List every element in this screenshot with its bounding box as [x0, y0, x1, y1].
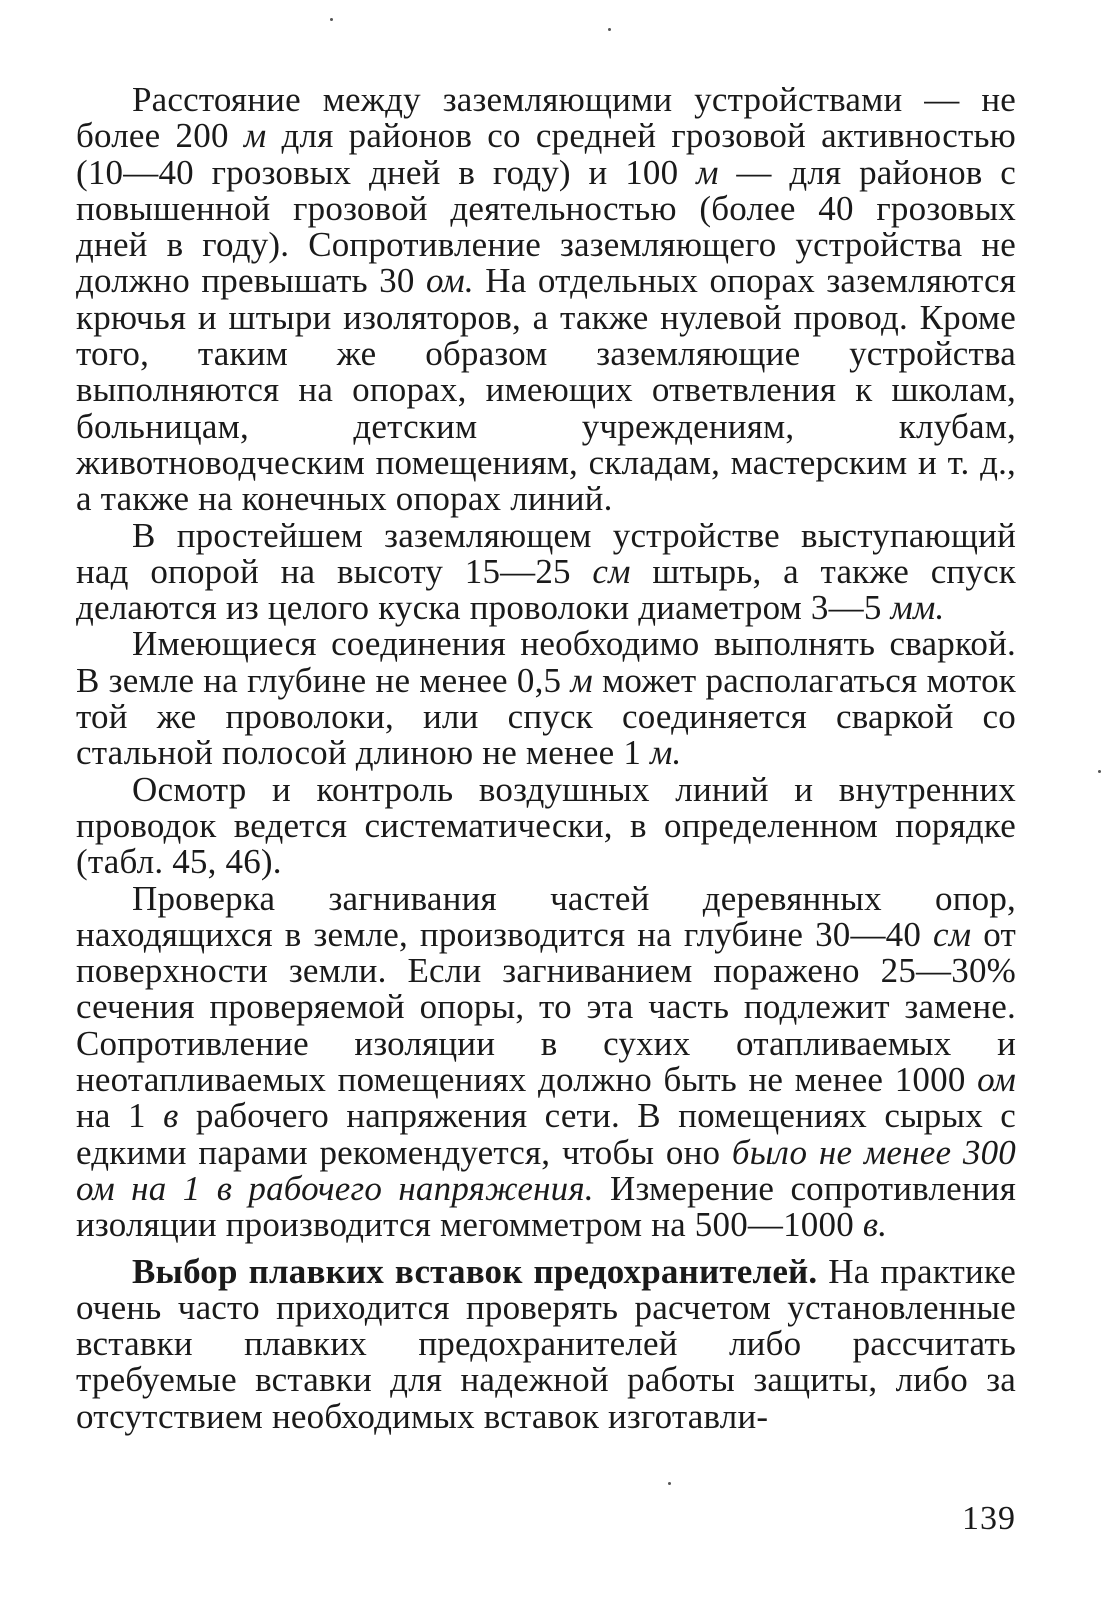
- italic-unit-run: в: [163, 1096, 179, 1136]
- italic-unit-run: было не менее 300 ом на 1 в рабочего напряжения.: [76, 1132, 1016, 1208]
- scan-speck: [668, 1482, 671, 1485]
- scan-speck: [1098, 770, 1101, 773]
- text-run: Расстояние между заземляющими устройствами — не более 200: [76, 80, 1016, 156]
- page-number: 139: [962, 1500, 1016, 1537]
- italic-unit-run: м: [243, 116, 267, 156]
- italic-unit-run: в.: [862, 1205, 888, 1245]
- scan-speck: [330, 18, 333, 21]
- italic-unit-run: см: [933, 914, 972, 954]
- paragraph-fuse-selection: [76, 1251, 1016, 1436]
- paragraph-simple-grounding: [76, 515, 1016, 628]
- paragraph-grounding-distance: [76, 82, 1016, 518]
- text-run: На практике очень часто приходится проверять расчетом установленные вставки плавких предохранителей либо рассчитать требуемые вставки для надежной работы защиты, либо за отсутствием необходимых вставок изготавли-: [76, 1251, 1016, 1436]
- text-run: может располагаться моток той же проволоки, или спуск соединяется сваркой со стальной полосой длиною не менее 1: [76, 660, 1016, 773]
- bold-heading-run: Выбор плавких вставок предохранителей.: [132, 1251, 818, 1291]
- paragraph-welded-connections: [76, 626, 1016, 771]
- text-run: штырь, а также спуск делаются из целого куска проволоки диаметром 3—5: [76, 551, 1016, 628]
- text-run: На отдельных опорах заземляются крючья и штыри изоляторов, а также нулевой провод. Кроме того, таким же образом заземляющие устройства выполняются на опорах, имеющих ответвления к школам, больницам, детским учреждениям, клубам, животноводческим помещениям, складам, мастерским и т. д., а также на конечных опорах линий.: [76, 261, 1016, 519]
- text-run: Имеющиеся соединения необходимо выполнять сваркой. В земле на глубине не менее 0,5: [76, 624, 1016, 700]
- italic-unit-run: м: [570, 660, 593, 700]
- paragraph-decay-check: [76, 878, 1017, 1245]
- text-run: В простейшем заземляющем устройстве выступающий над опорой на высоту 15—25: [76, 515, 1016, 591]
- text-run: на 1: [76, 1096, 164, 1136]
- page-body: [76, 82, 1016, 1435]
- italic-unit-run: м.: [650, 733, 682, 773]
- italic-unit-run: м: [696, 152, 719, 192]
- italic-unit-run: см: [592, 551, 631, 591]
- text-run: Измерение сопротивления изоляции производится мегомметром на 500—1000: [76, 1168, 1016, 1245]
- text-run: Проверка загнивания частей деревянных опор, находящихся в земле, производится на глубине 30—40: [76, 878, 1016, 954]
- scan-speck: [608, 28, 611, 31]
- text-run: — для районов с повышенной грозовой деятельностью (более 40 грозовых дней в году). Сопротивление заземляющего устройства не должно превышать 30: [76, 152, 1017, 301]
- italic-unit-run: ом: [977, 1060, 1016, 1100]
- paragraph-inspection: [76, 769, 1016, 882]
- italic-unit-run: мм.: [890, 588, 945, 628]
- text-run: от поверхности земли. Если загниванием поражено 25—30% сечения проверяемой опоры, то эта часть подлежит замене. Сопротивление изоляции в сухих отапливаемых и неотапливаемых помещениях должно быть не менее 1000: [76, 914, 1017, 1100]
- text-run: для районов со средней грозовой активностью (10—40 грозовых дней в году) и 100: [76, 116, 1016, 192]
- text-run: рабочего напряжения сети. В помещениях сырых с едкими парами рекомендуется, чтобы оно: [76, 1096, 1016, 1172]
- text-run: Осмотр и контроль воздушных линий и внутренних проводок ведется систематически, в определенном порядке (табл. 45, 46).: [76, 769, 1016, 882]
- italic-unit-run: ом.: [425, 261, 474, 301]
